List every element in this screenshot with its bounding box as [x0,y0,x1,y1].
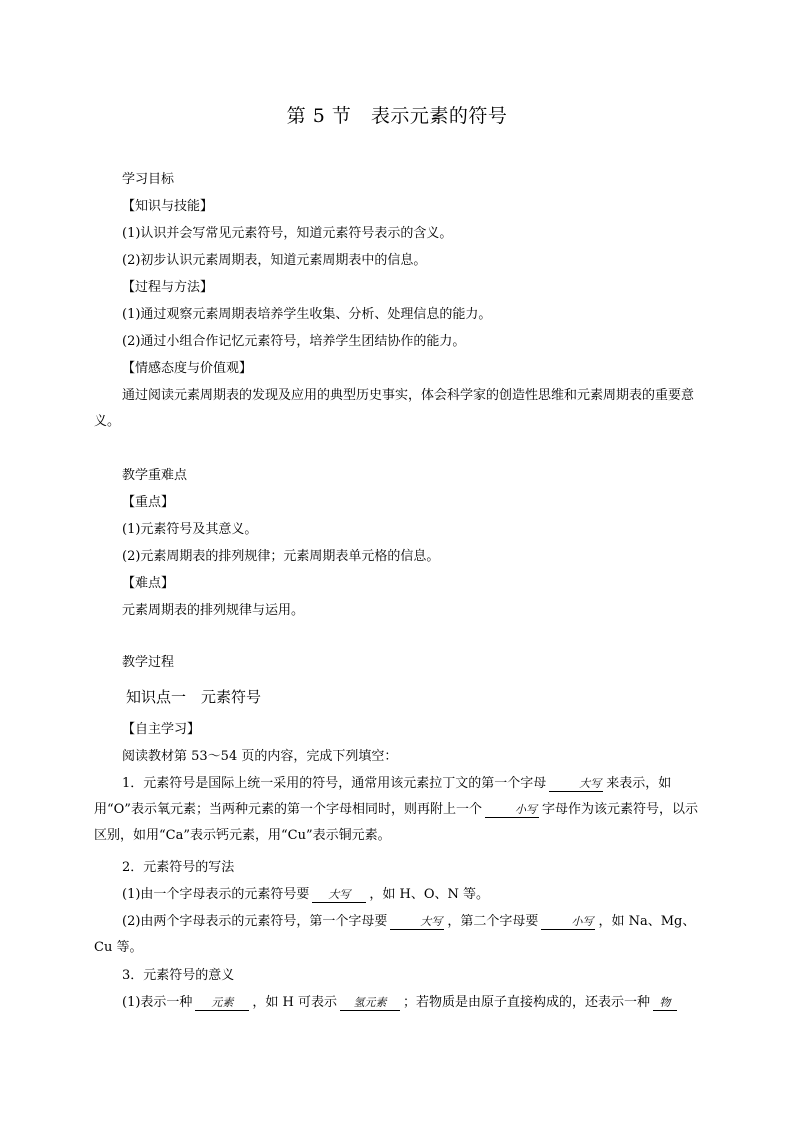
item-3-1-line [122,994,680,1012]
objectives-heading: 学习目标 [122,172,175,187]
emotion-text: 通过阅读元素周期表的发现及应用的典型历史事实，体会科学家的创造性思维和元素周期表的重要意义。 [94,388,695,429]
key-item: (2)元素周期表的排列规律；元素周期表单元格的信息。 [122,549,440,564]
fill-blank-answer: 小写 [485,803,539,818]
item-2-1-text-a: (1)由一个字母表示的元素符号要 [122,887,310,902]
intro-text: 阅读教材第 53～54 页的内容，完成下列填空： [122,749,398,764]
self-study-heading: 【自主学习】 [122,722,201,737]
difficulties-heading: 教学重难点 [122,468,188,483]
item-1-text-b: 来表示，如用“O”表示氧元素；当两种元素的第一个字母相同时，则再附上一个 [94,776,672,817]
item-3-1-text-b: ，如 H 可表示 [252,995,338,1010]
knowledge-heading: 【知识与技能】 [122,199,214,214]
item-1-text-c: 字母作为该元素符号，以示区别，如用“Ca”表示钙元素，用“Cu”表示铜元素。 [94,802,698,843]
fill-blank-answer: 大写 [549,777,603,792]
item-2-2-text-c: ，如 Na、Mg、Cu 等。 [94,914,696,955]
process-section-heading: 教学过程 [122,655,175,670]
item-1-text-a: 1．元素符号是国际上统一采用的符号，通常用该元素拉丁文的第一个字母 [122,776,547,791]
fill-blank-answer: 元素 [195,996,249,1011]
item-2-heading: 2．元素符号的写法 [122,860,235,875]
item-3-1-text-a: (1)表示一种 [122,995,193,1010]
item-2-1-line [122,886,489,904]
fill-blank-answer: 物 [653,996,677,1011]
fill-blank-answer: 大写 [312,888,366,903]
fill-blank-answer: 小写 [541,915,595,930]
item-1-paragraph [94,771,708,849]
page-title: 第 5 节 表示元素的符号 [286,105,508,127]
process-item: (2)通过小组合作记忆元素符号，培养学生团结协作的能力。 [122,334,466,349]
item-2-2-text-b: ，第二个字母要 [447,914,539,929]
item-2-1-text-b: ，如 H、O、N 等。 [369,887,490,902]
knowledge-item: (2)初步认识元素周期表，知道元素周期表中的信息。 [122,253,427,268]
hard-text: 元素周期表的排列规律与运用。 [122,603,305,618]
fill-blank-answer: 大写 [390,915,444,930]
key-heading: 【重点】 [122,495,175,510]
item-3-heading: 3．元素符号的意义 [122,968,235,983]
fill-blank-answer: 氢元素 [340,996,400,1011]
knowledge-point-title: 知识点一 元素符号 [126,688,262,706]
key-item: (1)元素符号及其意义。 [122,522,258,537]
process-heading: 【过程与方法】 [122,280,214,295]
process-item: (1)通过观察元素周期表培养学生收集、分析、处理信息的能力。 [122,307,492,322]
item-3-1-text-c: ；若物质是由原子直接构成的，还表示一种 [403,995,651,1010]
item-2-2-text-a: (2)由两个字母表示的元素符号，第一个字母要 [122,914,388,929]
emotion-heading: 【情感态度与价值观】 [122,361,253,376]
hard-heading: 【难点】 [122,576,175,591]
knowledge-item: (1)认识并会写常见元素符号，知道元素符号表示的含义。 [122,226,453,241]
item-2-2-paragraph [94,909,708,961]
